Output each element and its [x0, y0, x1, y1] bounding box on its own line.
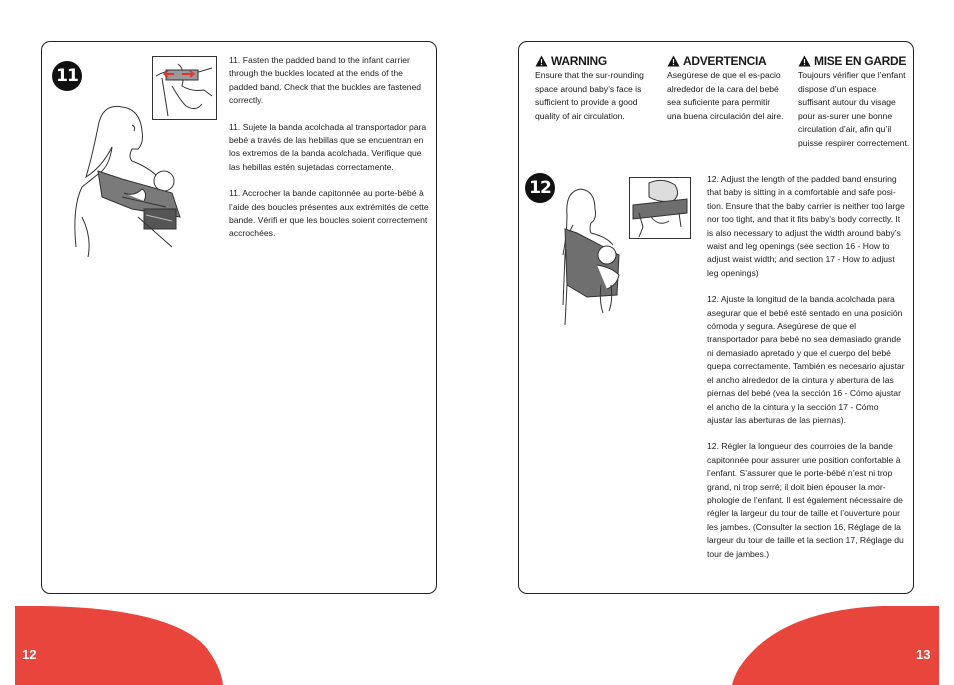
warning-title: MISE EN GARDE — [814, 54, 907, 68]
warning-body: Toujours vérifier que l’enfant dispose d’un espace suffisant autour du visage pour as-surer une bonne circulation d’air, afin qu’il puisse respirer correctement. — [798, 70, 910, 148]
step-12-text — [707, 173, 905, 574]
warning-triangle-icon — [798, 55, 811, 67]
warning-body: Asegúrese de que el es-pacio alrededor de la cara del bebé sea suficiente para permitir una buena circulación del aire. — [667, 70, 784, 121]
step-11-en: 11. Fasten the padded band to the infant carrier through the buckles located at the ends of the padded band. Check that the buckles are fastened correctly. — [229, 55, 422, 106]
step-12-badge: 12 — [525, 173, 555, 203]
warning-fr — [798, 54, 910, 151]
warning-triangle-icon — [667, 55, 680, 67]
right-page-number: 13 — [916, 647, 931, 662]
warning-en — [535, 54, 653, 123]
warning-body: Ensure that the sur-rounding space around baby’s face is sufficient to provide a good quality of air circulation. — [535, 70, 644, 121]
step-12-fr: 12. Régler la longueur des courroies de la bande capitonnée pour assurer une position confortable à l’enfant. S’assurer que le porte-bébé n’est ni trop grand, ni trop serré; il doit bien épouser la mor-phologie de l’enfant. Il est également nécessaire de régler la largeur du tour de taille et l’ouverture pour les jambes. (Consulter la section 16, Réglage de la largeur du tour de taille et la section 17, Réglage du tour de jambes.) — [707, 441, 904, 559]
warning-title: ADVERTENCIA — [683, 54, 767, 68]
step-11-fr: 11. Accrocher la bande capitonnée au porte-bébé à l’aide des boucles présentes aux extrémités de cette bande. Vérifi er que les boucles soient correctement accrochées. — [229, 188, 429, 239]
step-12-en: 12. Adjust the length of the padded band ensuring that baby is sitting in a comfortable and safe posi-tion. Ensure that the baby carrier is neither too large nor too tight, and that it fits baby’s body correctly. It is also necessary to adjust the width around baby’s waist and leg openings (see section 16 - How to adjust waist width; and section 17 - How to adjust leg openings) — [707, 174, 905, 278]
left-page-panel — [41, 41, 437, 594]
right-page-panel — [518, 41, 914, 594]
warning-triangle-icon — [535, 55, 548, 67]
step-11-text — [229, 54, 429, 254]
step-12-es: 12. Ajuste la longitud de la banda acolchada para asegurar que el bebé esté sentado en una posición cómoda y segura. Asegúrese de que el transportador para bebé no sea demasiado grande ni demasiado apretado y que el cuerpo del bebé quepa correctamente. También es necesario ajustar el ancho alrededor de la cintura y abertura de las piernas del bebé (vea la sección 16 - Cómo ajustar el ancho de la cintura y la sección 17 - Cómo ajustar las aberturas de las piernas). — [707, 294, 905, 425]
woman-with-baby-illustration — [557, 185, 637, 325]
warning-es — [667, 54, 785, 123]
warning-title: WARNING — [551, 54, 607, 68]
left-footer-shape — [15, 606, 225, 685]
left-page-number: 12 — [22, 647, 37, 662]
step-11-badge: 11 — [52, 61, 82, 91]
step-11-es: 11. Sujete la banda acolchada al transportador para bebé a través de las hebillas que se encuentran en los extremos de la banda acolchada. Verifique que las hebillas estén sujetadas correctamente. — [229, 121, 427, 172]
padded-band-detail-illustration — [629, 177, 691, 239]
right-footer-shape — [732, 606, 939, 685]
woman-fastening-carrier-illustration — [62, 97, 192, 257]
